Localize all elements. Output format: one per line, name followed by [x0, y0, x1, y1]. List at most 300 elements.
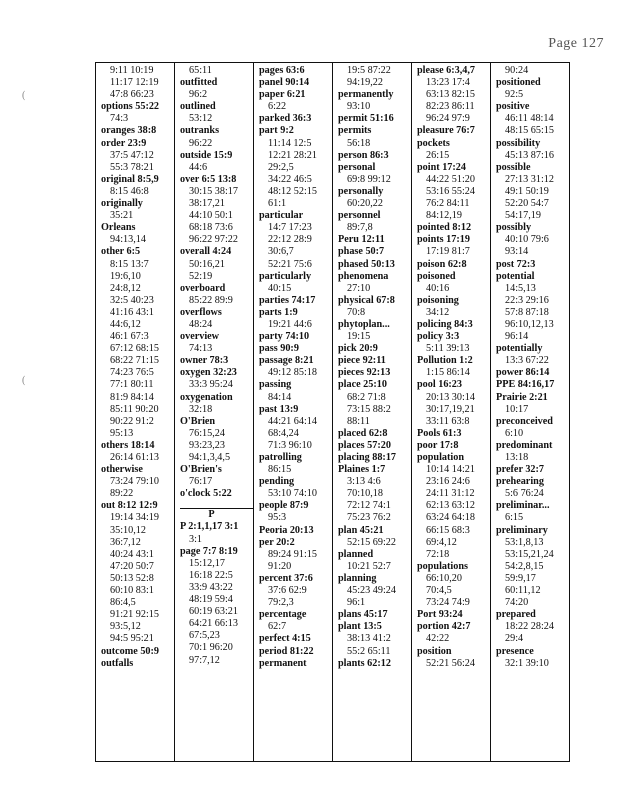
- index-term: particularly: [259, 270, 312, 282]
- index-term: policy 3:3: [417, 331, 460, 343]
- index-references: 75:23 76:2: [347, 512, 391, 524]
- index-column: [333, 63, 412, 761]
- index-references: 5:11 39:13: [426, 343, 470, 355]
- index-references: 48:19 59:4: [189, 594, 233, 606]
- index-term: poisoned: [417, 270, 456, 282]
- index-references: 60:11,12: [505, 585, 541, 597]
- index-references: 60:20,22: [347, 198, 383, 210]
- index-term: overflows: [180, 306, 222, 318]
- index-references: 53:1,8,13: [505, 536, 544, 548]
- index-references: 46:1 67:3: [110, 331, 149, 343]
- index-references: 57:8 87:18: [505, 306, 549, 318]
- index-references: 74:13: [189, 343, 213, 355]
- index-term: parts 1:9: [259, 306, 298, 318]
- index-references: 63:13 82:15: [426, 89, 475, 101]
- index-term: Pools 61:3: [417, 427, 462, 439]
- index-references: 89:22: [110, 488, 134, 500]
- index-references: 44:22 51:20: [426, 173, 475, 185]
- index-references: 62:13 63:12: [426, 500, 475, 512]
- index-references: 74:20: [505, 597, 529, 609]
- index-term: permits: [338, 125, 372, 137]
- index-references: 47:20 50:7: [110, 560, 154, 572]
- index-references: 72:12 74:1: [347, 500, 391, 512]
- index-term: personally: [338, 185, 384, 197]
- index-references: 85:11 90:20: [110, 403, 159, 415]
- index-references: 42:22: [426, 633, 450, 645]
- index-references: 90:24: [505, 65, 529, 76]
- index-term: plans 45:17: [338, 609, 388, 621]
- index-references: 32:5 40:23: [110, 294, 154, 306]
- index-references: 34:12: [426, 306, 450, 318]
- index-references: 33:3 95:24: [189, 379, 233, 391]
- index-references: 44:21 64:14: [268, 415, 317, 427]
- index-references: 40:16: [426, 282, 450, 294]
- index-references: 48:24: [189, 318, 213, 330]
- index-references: 27:10: [347, 282, 371, 294]
- hole-punch-mark: (: [22, 375, 26, 386]
- index-references: 40:24 43:1: [110, 548, 154, 560]
- index-references: 63:24 64:18: [426, 512, 475, 524]
- index-references: 45:13 87:16: [505, 149, 554, 161]
- index-references: 70:8: [347, 306, 366, 318]
- index-references: 76:15,24: [189, 427, 225, 439]
- index-term: possibility: [496, 137, 541, 149]
- index-term: preliminar...: [496, 500, 550, 512]
- index-references: 26:14 61:13: [110, 452, 159, 463]
- index-term: overall 4:24: [180, 246, 232, 258]
- index-references: 68:2 71:8: [347, 391, 386, 403]
- index-term: outfitted: [180, 77, 218, 89]
- index-references: 44:10 50:1: [189, 210, 233, 222]
- index-term: personnel: [338, 210, 381, 222]
- index-term: otherwise: [101, 464, 143, 476]
- index-references: 10:17: [505, 403, 529, 415]
- index-term: per 20:2: [259, 536, 295, 548]
- index-references: 69:8 99:12: [347, 173, 391, 185]
- index-term: particular: [259, 210, 304, 222]
- index-references: 35:10,12: [110, 524, 146, 536]
- index-term: passing: [259, 379, 292, 391]
- index-term: original 8:5,9: [101, 173, 159, 185]
- index-column: [254, 63, 333, 761]
- index-term: percentage: [259, 609, 307, 621]
- index-references: 24:8,12: [110, 282, 141, 294]
- index-references: 11:17 12:19: [110, 77, 159, 89]
- index-term: population: [417, 452, 464, 463]
- index-term: places 57:20: [338, 439, 391, 451]
- index-term: place 25:10: [338, 379, 387, 391]
- index-references: 74:23 76:5: [110, 367, 154, 379]
- word-index-table: [95, 62, 570, 762]
- index-references: 68:22 71:15: [110, 355, 159, 367]
- index-references: 19:14 34:19: [110, 512, 159, 524]
- index-references: 40:15: [268, 282, 292, 294]
- index-references: 88:11: [347, 415, 370, 427]
- index-references: 55:3 78:21: [110, 161, 154, 173]
- index-references: 68:18 73:6: [189, 222, 233, 234]
- index-term: Plaines 1:7: [338, 464, 386, 476]
- index-references: 68:4,24: [268, 427, 299, 439]
- index-references: 50:16,21: [189, 258, 225, 270]
- index-term: planning: [338, 572, 377, 584]
- index-term: plant 13:5: [338, 621, 382, 633]
- index-term: phenomena: [338, 270, 389, 282]
- index-term: placing 88:17: [338, 452, 397, 463]
- index-references: 65:11: [189, 65, 212, 76]
- index-references: 60:19 63:21: [189, 606, 238, 618]
- index-references: 41:16 43:1: [110, 306, 154, 318]
- index-references: 54:2,8,15: [505, 560, 544, 572]
- index-references: 5:6 76:24: [505, 488, 544, 500]
- index-term: oxygenation: [180, 391, 233, 403]
- index-term: phase 50:7: [338, 246, 385, 258]
- index-references: 94:1,3,4,5: [189, 452, 231, 463]
- index-term: possible: [496, 161, 531, 173]
- index-references: 13:3 67:22: [505, 355, 549, 367]
- index-term: presence: [496, 645, 534, 657]
- index-term: other 6:5: [101, 246, 141, 258]
- index-term: paper 6:21: [259, 89, 306, 101]
- index-references: 64:21 66:13: [189, 618, 238, 630]
- index-references: 73:15 88:2: [347, 403, 391, 415]
- index-term: panel 90:14: [259, 77, 310, 89]
- index-references: 82:23 86:11: [426, 101, 475, 113]
- index-references: 81:9 84:14: [110, 391, 154, 403]
- index-references: 14:5,13: [505, 282, 536, 294]
- index-references: 70:4,5: [426, 585, 452, 597]
- index-references: 52:21 56:24: [426, 657, 475, 669]
- index-references: 38:17,21: [189, 198, 225, 210]
- index-references: 13:18: [505, 452, 529, 463]
- index-references: 52:20 54:7: [505, 198, 549, 210]
- index-references: 38:13 41:2: [347, 633, 391, 645]
- index-term: overboard: [180, 282, 226, 294]
- index-term: overview: [180, 331, 220, 343]
- index-references: 24:11 31:12: [426, 488, 475, 500]
- index-term: phytoplan...: [338, 318, 390, 330]
- index-term: oranges 38:8: [101, 125, 157, 137]
- index-references: 32:18: [189, 403, 213, 415]
- index-term: prehearing: [496, 476, 544, 488]
- index-term: Peoria 20:13: [259, 524, 314, 536]
- index-references: 62:7: [268, 621, 287, 633]
- section-letter: P: [180, 508, 253, 521]
- index-term: pool 16:23: [417, 379, 462, 391]
- index-references: 36:7,12: [110, 536, 141, 548]
- index-references: 96:22: [189, 137, 213, 149]
- index-term: pockets: [417, 137, 450, 149]
- index-references: 22:12 28:9: [268, 234, 312, 246]
- index-references: 12:21 28:21: [268, 149, 317, 161]
- index-references: 53:12: [189, 113, 213, 125]
- index-references: 74:3: [110, 113, 129, 125]
- index-term: pending: [259, 476, 295, 488]
- index-references: 48:12 52:15: [268, 185, 317, 197]
- index-term: potential: [496, 270, 535, 282]
- index-references: 54:17,19: [505, 210, 541, 222]
- index-references: 53:15,21,24: [505, 548, 554, 560]
- index-references: 49:1 50:19: [505, 185, 549, 197]
- index-references: 18:22 28:24: [505, 621, 554, 633]
- index-references: 46:11 48:14: [505, 113, 554, 125]
- index-references: 71:3 96:10: [268, 439, 312, 451]
- index-references: 79:2,3: [268, 597, 294, 609]
- index-term: past 13:9: [259, 403, 299, 415]
- index-references: 67:12 68:15: [110, 343, 159, 355]
- index-term: personal: [338, 161, 376, 173]
- index-term: policing 84:3: [417, 318, 473, 330]
- index-term: prefer 32:7: [496, 464, 544, 476]
- index-references: 67:5,23: [189, 630, 220, 642]
- index-term: parked 36:3: [259, 113, 312, 125]
- index-term: patrolling: [259, 452, 302, 463]
- index-term: part 9:2: [259, 125, 294, 137]
- index-term: post 72:3: [496, 258, 536, 270]
- index-references: 19:5 87:22: [347, 65, 391, 76]
- index-term: O'Brien's: [180, 464, 222, 476]
- index-references: 76:17: [189, 476, 213, 488]
- index-term: preconceived: [496, 415, 553, 427]
- index-term: poisoning: [417, 294, 459, 306]
- index-references: 8:15 46:8: [110, 185, 149, 197]
- index-references: 33:9 43:22: [189, 581, 233, 593]
- index-references: 96:22 97:22: [189, 234, 238, 246]
- index-references: 30:15 38:17: [189, 185, 238, 197]
- index-term: populations: [417, 560, 468, 572]
- index-term: piece 92:11: [338, 355, 386, 367]
- index-references: 91:20: [268, 560, 292, 572]
- index-references: 94:13,14: [110, 234, 146, 246]
- index-term: pick 20:9: [338, 343, 378, 355]
- index-term: o'clock 5:22: [180, 488, 232, 500]
- index-term: outcome 50:9: [101, 645, 159, 657]
- index-references: 95:3: [268, 512, 287, 524]
- index-references: 34:22 46:5: [268, 173, 312, 185]
- index-references: 93:14: [505, 246, 529, 258]
- index-term: plan 45:21: [338, 524, 384, 536]
- index-references: 6:10: [505, 427, 524, 439]
- index-references: 48:15 65:15: [505, 125, 554, 137]
- index-term: outfalls: [101, 657, 134, 669]
- index-term: parties 74:17: [259, 294, 316, 306]
- index-references: 90:22 91:2: [110, 415, 154, 427]
- index-references: 27:13 31:12: [505, 173, 554, 185]
- index-references: 35:21: [110, 210, 134, 222]
- index-references: 77:1 80:11: [110, 379, 154, 391]
- index-references: 93:10: [347, 101, 371, 113]
- page-label: Page 127: [548, 36, 604, 51]
- index-term: placed 62:8: [338, 427, 388, 439]
- index-term: planned: [338, 548, 374, 560]
- index-term: poor 17:8: [417, 439, 459, 451]
- index-references: 69:4,12: [426, 536, 457, 548]
- index-references: 11:14 12:5: [268, 137, 312, 149]
- index-term: physical 67:8: [338, 294, 395, 306]
- index-term: Orleans: [101, 222, 136, 234]
- index-term: pages 63:6: [259, 65, 305, 76]
- index-references: 52:15 69:22: [347, 536, 396, 548]
- index-references: 37:6 62:9: [268, 585, 307, 597]
- index-term: phased 50:13: [338, 258, 395, 270]
- index-term: others 18:14: [101, 439, 155, 451]
- index-term: pleasure 76:7: [417, 125, 475, 137]
- index-references: 73:24 74:9: [426, 597, 470, 609]
- index-references: 91:21 92:15: [110, 609, 159, 621]
- index-references: 49:12 85:18: [268, 367, 317, 379]
- index-references: 56:18: [347, 137, 371, 149]
- index-references: 52:19: [189, 270, 213, 282]
- index-term: positioned: [496, 77, 541, 89]
- index-term: over 6:5 13:8: [180, 173, 237, 185]
- index-term: period 81:22: [259, 645, 314, 657]
- index-references: 8:15 13:7: [110, 258, 149, 270]
- index-term: outside 15:9: [180, 149, 233, 161]
- index-term: person 86:3: [338, 149, 389, 161]
- index-references: 61:1: [268, 198, 287, 210]
- index-references: 10:21 52:7: [347, 560, 391, 572]
- index-references: 55:2 65:11: [347, 645, 391, 657]
- index-references: 33:11 63:8: [426, 415, 470, 427]
- index-references: 3:13 4:6: [347, 476, 381, 488]
- index-term: passage 8:21: [259, 355, 314, 367]
- index-references: 3:1: [189, 533, 203, 545]
- index-term: portion 42:7: [417, 621, 471, 633]
- index-term: possibly: [496, 222, 532, 234]
- index-references: 70:10,18: [347, 488, 383, 500]
- index-term: party 74:10: [259, 331, 310, 343]
- index-term: options 55:22: [101, 101, 160, 113]
- index-term: Peru 12:11: [338, 234, 385, 246]
- index-references: 17:19 81:7: [426, 246, 470, 258]
- index-references: 96:24 97:9: [426, 113, 470, 125]
- index-references: 96:1: [347, 597, 366, 609]
- index-term: prepared: [496, 609, 536, 621]
- index-references: 94:5 95:21: [110, 633, 154, 645]
- index-references: 93:5,12: [110, 621, 141, 633]
- index-term: permanently: [338, 89, 394, 101]
- index-references: 76:2 84:11: [426, 198, 470, 210]
- index-references: 86:15: [268, 464, 292, 476]
- index-references: 16:18 22:5: [189, 569, 233, 581]
- index-term: P 2:1,1,17 3:1: [180, 521, 239, 533]
- index-references: 60:10 83:1: [110, 585, 154, 597]
- index-references: 30:6,7: [268, 246, 294, 258]
- index-term: page 7:7 8:19: [180, 545, 238, 557]
- index-term: oxygen 32:23: [180, 367, 237, 379]
- index-references: 59:9,17: [505, 572, 536, 584]
- index-term: preliminary: [496, 524, 548, 536]
- index-references: 29:2,5: [268, 161, 294, 173]
- index-references: 94:19,22: [347, 77, 383, 89]
- index-references: 40:10 79:6: [505, 234, 549, 246]
- index-term: pieces 92:13: [338, 367, 391, 379]
- index-term: please 6:3,4,7: [417, 65, 476, 76]
- index-references: 52:21 75:6: [268, 258, 312, 270]
- index-references: 1:15 86:14: [426, 367, 470, 379]
- index-references: 89:24 91:15: [268, 548, 317, 560]
- index-term: pass 90:9: [259, 343, 299, 355]
- index-references: 19:6,10: [110, 270, 141, 282]
- index-references: 84:12,19: [426, 210, 462, 222]
- index-term: outlined: [180, 101, 216, 113]
- index-term: order 23:9: [101, 137, 147, 149]
- index-term: O'Brien: [180, 415, 216, 427]
- spacer: [180, 500, 253, 506]
- index-references: 86:4,5: [110, 597, 136, 609]
- index-references: 15:12,17: [189, 557, 225, 569]
- index-references: 29:4: [505, 633, 524, 645]
- index-term: out 8:12 12:9: [101, 500, 158, 512]
- index-references: 6:22: [268, 101, 287, 113]
- index-references: 23:16 24:6: [426, 476, 470, 488]
- index-references: 96:14: [505, 331, 529, 343]
- index-references: 10:14 14:21: [426, 464, 475, 476]
- index-term: Prairie 2:21: [496, 391, 548, 403]
- index-term: points 17:19: [417, 234, 470, 246]
- index-term: point 17:24: [417, 161, 466, 173]
- index-term: pointed 8:12: [417, 222, 472, 234]
- index-term: owner 78:3: [180, 355, 229, 367]
- index-references: 96:2: [189, 89, 208, 101]
- index-references: 20:13 30:14: [426, 391, 475, 403]
- index-references: 72:18: [426, 548, 450, 560]
- index-references: 84:14: [268, 391, 292, 403]
- index-references: 96:10,12,13: [505, 318, 554, 330]
- index-references: 6:15: [505, 512, 524, 524]
- index-term: position: [417, 645, 452, 657]
- index-term: potentially: [496, 343, 543, 355]
- index-references: 53:16 55:24: [426, 185, 475, 197]
- index-references: 93:23,23: [189, 439, 225, 451]
- index-references: 47:8 66:23: [110, 89, 154, 101]
- index-references: 14:7 17:23: [268, 222, 312, 234]
- index-references: 45:23 49:24: [347, 585, 396, 597]
- index-term: percent 37:6: [259, 572, 313, 584]
- index-references: 13:23 17:4: [426, 77, 470, 89]
- index-term: Pollution 1:2: [417, 355, 473, 367]
- index-column: [175, 63, 254, 761]
- index-references: 37:5 47:12: [110, 149, 154, 161]
- index-references: 22:3 29:16: [505, 294, 549, 306]
- index-references: 44:6: [189, 161, 208, 173]
- index-term: originally: [101, 198, 143, 210]
- index-references: 92:5: [505, 89, 524, 101]
- index-references: 73:24 79:10: [110, 476, 159, 488]
- index-term: permanent: [259, 657, 307, 669]
- index-references: 70:1 96:20: [189, 642, 233, 654]
- index-term: positive: [496, 101, 530, 113]
- index-term: permit 51:16: [338, 113, 394, 125]
- index-term: PPE 84:16,17: [496, 379, 555, 391]
- index-references: 32:1 39:10: [505, 657, 549, 669]
- index-column: [96, 63, 175, 761]
- index-references: 66:10,20: [426, 572, 462, 584]
- index-references: 30:17,19,21: [426, 403, 475, 415]
- index-references: 50:13 52:8: [110, 572, 154, 584]
- index-references: 19:21 44:6: [268, 318, 312, 330]
- index-term: power 86:14: [496, 367, 550, 379]
- index-term: poison 62:8: [417, 258, 467, 270]
- index-term: predominant: [496, 439, 553, 451]
- index-references: 66:15 68:3: [426, 524, 470, 536]
- index-column: [491, 63, 569, 761]
- index-references: 95:13: [110, 427, 134, 439]
- index-term: Port 93:24: [417, 609, 463, 621]
- index-references: 89:7,8: [347, 222, 373, 234]
- hole-punch-mark: (: [22, 90, 26, 101]
- index-references: 53:10 74:10: [268, 488, 317, 500]
- index-term: people 87:9: [259, 500, 309, 512]
